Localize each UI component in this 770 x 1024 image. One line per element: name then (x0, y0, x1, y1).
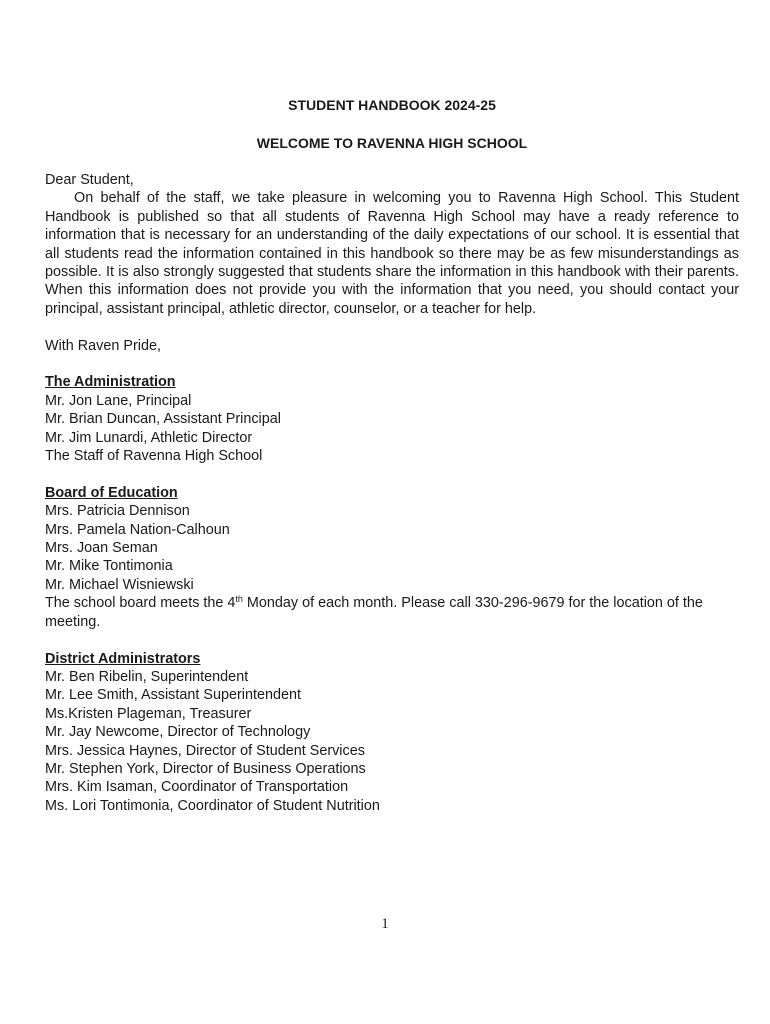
list-item: Mrs. Kim Isaman, Coordinator of Transportation (45, 779, 349, 796)
list-item: Mr. Jim Lunardi, Athletic Director (45, 429, 253, 446)
list-item: Mrs. Patricia Dennison (45, 503, 190, 520)
list-item: The Staff of Ravenna High School (45, 448, 263, 465)
list-item: Mrs. Joan Seman (45, 540, 158, 557)
page-number: 1 (381, 916, 389, 932)
closing: With Raven Pride, (45, 337, 161, 354)
list-item: Mr. Michael Wisniewski (45, 576, 194, 593)
list-item: Mr. Jay Newcome, Director of Technology (45, 724, 311, 741)
welcome-heading: WELCOME TO RAVENNA HIGH SCHOOL (256, 135, 528, 151)
list-item: Mr. Brian Duncan, Assistant Principal (45, 411, 281, 428)
board-heading: Board of Education (45, 484, 178, 501)
salutation: Dear Student, (45, 172, 134, 188)
meeting-note-suffix: Monday of each month. Please call 330-296-9679 for the location of the meeting. (45, 595, 703, 630)
ordinal-suffix: th (235, 594, 243, 605)
list-item: Ms. Lori Tontimonia, Coordinator of Student Nutrition (45, 797, 380, 814)
list-item: Mr. Jon Lane, Principal (45, 392, 192, 409)
handbook-title: STUDENT HANDBOOK 2024-25 (288, 97, 496, 113)
district-heading: District Administrators (45, 650, 201, 667)
list-item: Ms.Kristen Plageman, Treasurer (45, 705, 252, 722)
list-item: Mr. Mike Tontimonia (45, 558, 173, 575)
administration-heading: The Administration (45, 374, 176, 391)
list-item: Mr. Stephen York, Director of Business Operations (45, 760, 366, 777)
list-item: Mr. Ben Ribelin, Superintendent (45, 668, 249, 685)
list-item: Mrs. Pamela Nation-Calhoun (45, 521, 230, 538)
letter-body: On behalf of the staff, we take pleasure in welcoming you to Ravenna High School. This Student Handbook is published so that all students of Ravenna High School may have a ready reference to information that is necessary for an understanding of the daily expectations of our school. It is essential that all students read the information contained in this handbook so there may be as few misunderstandings as possible. It is also strongly suggested that students share the information in this handbook with their parents. When this information does not provide you with the information that you need, you should contact your principal, assistant principal, athletic director, counselor, or a teacher for help. (45, 190, 739, 317)
district-section (45, 650, 739, 816)
board-meeting-note (45, 594, 739, 631)
administration-section (45, 373, 739, 465)
list-item: Mr. Lee Smith, Assistant Superintendent (45, 687, 301, 704)
meeting-note-prefix: The school board meets the 4 (45, 595, 236, 612)
letter-content (45, 171, 739, 815)
list-item: Mrs. Jessica Haynes, Director of Student Services (45, 742, 365, 759)
board-section (45, 484, 739, 631)
